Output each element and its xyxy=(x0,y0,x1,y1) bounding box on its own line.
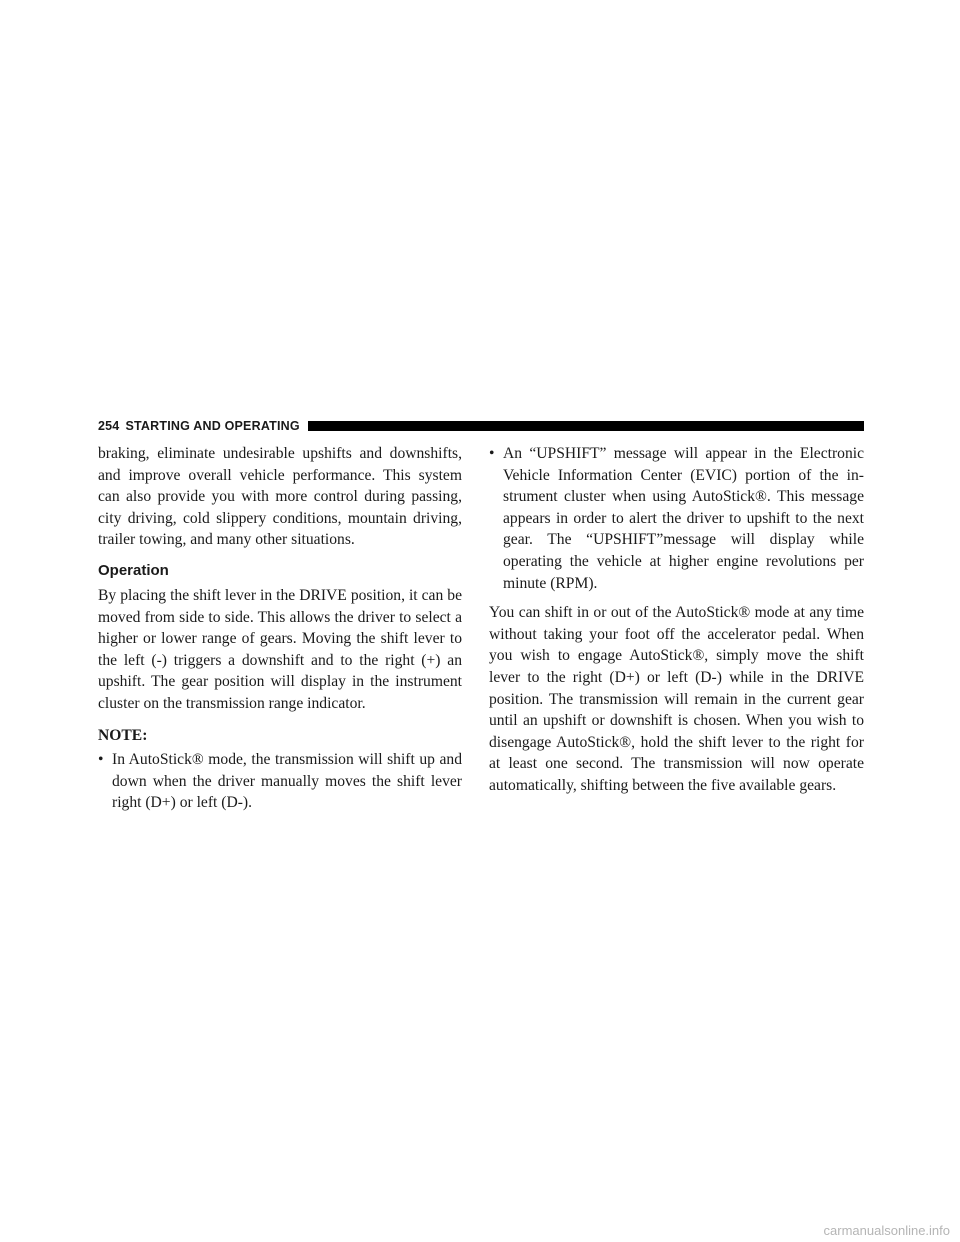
bullet-item xyxy=(489,443,864,594)
watermark: carmanualsonline.info xyxy=(823,1223,950,1238)
left-column xyxy=(98,443,462,814)
note-label: NOTE: xyxy=(98,726,148,744)
page-header xyxy=(98,419,864,433)
operation-heading: Operation xyxy=(98,561,169,579)
operation-paragraph: By placing the shift lever in the DRIVE position, it can be moved from side to side. This allows the driver to select a higher or lower range of gears. Moving the shift lever to the left (-) triggers a downshift and to the right (+) an upshift. The gear position will display in the instrument cluster on the transmission range indicator. xyxy=(98,586,462,712)
bullet-item xyxy=(98,749,462,814)
section-title: STARTING AND OPERATING xyxy=(125,419,300,433)
bullet-text: In AutoStick® mode, the transmission will shift up and down when the driver manually moves the shift lever right (D+) or left (D-). xyxy=(112,751,462,812)
header-rule xyxy=(308,421,864,431)
page-number: 254 xyxy=(98,419,120,433)
bullet-text: An “UPSHIFT” message will appear in the Electronic Vehicle Information Center (EVIC) portion of the in-strument cluster when using AutoStick®. This message appears in order to alert the driver to upshift to the next gear. The “UPSHIFT”message will display while operating the vehicle at higher engine revolutions per minute (RPM). xyxy=(503,445,864,592)
bullet-icon: • xyxy=(489,445,495,462)
right-column xyxy=(489,443,864,797)
intro-paragraph: braking, eliminate undesirable upshifts and downshifts, and improve overall vehicle performance. This system can also provide you with more control during passing, city driving, cold slippery conditions, mountain driving, trailer towing, and many other situations. xyxy=(98,445,462,549)
bullet-icon: • xyxy=(98,751,104,769)
autostick-paragraph: You can shift in or out of the AutoStick® mode at any time without taking your foot off the accelerator pedal. When you wish to engage AutoStick®, simply move the shift lever to the right (D+) or left (D-) while in the DRIVE position. The transmission will remain in the current gear until an upshift or downshift is chosen. When you wish to disengage AutoStick®, hold the shift lever to the right for at least one second. The transmission will now operate automatically, shifting between the five available gears. xyxy=(489,604,864,794)
